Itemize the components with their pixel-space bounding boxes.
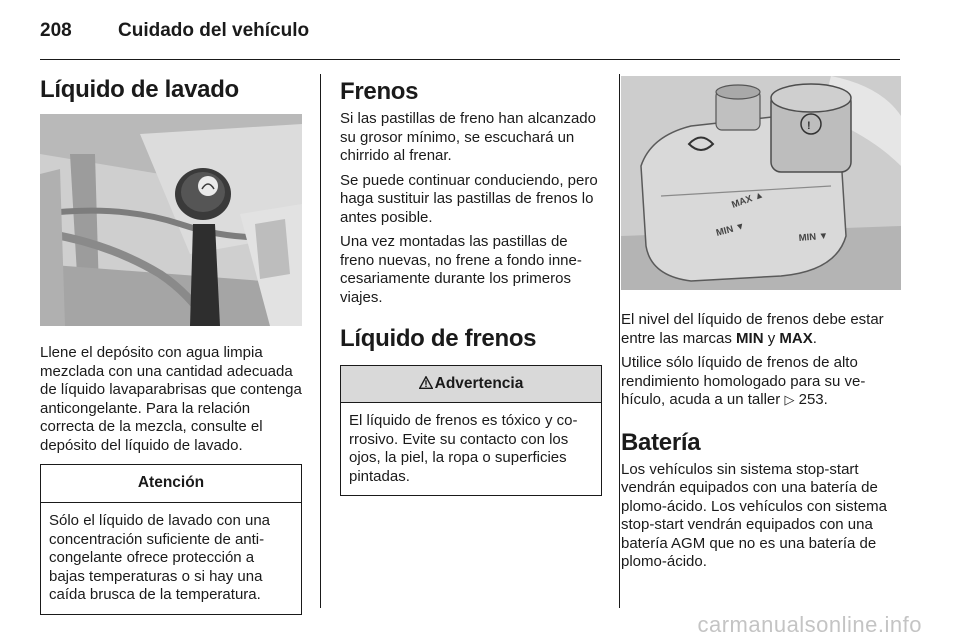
warning-header: [341, 366, 601, 403]
min-mark-label-left: MIN ▼: [714, 220, 747, 239]
header-rule: [40, 59, 900, 60]
min-mark-label-right: MIN ▼: [798, 230, 829, 244]
page-number: 208: [40, 20, 72, 41]
svg-text:!: !: [807, 120, 811, 132]
warning-triangle-icon: [419, 376, 433, 389]
min-mark-text: MIN: [736, 329, 764, 347]
page-reference-icon: ▷: [784, 392, 795, 407]
level-text-start: El nivel del líquido de frenos debe estar entre las marcas: [621, 311, 884, 347]
max-mark-text: MAX: [779, 329, 813, 347]
fluid-type-text: Utilice sólo líquido de frenos de alto rendimiento homologado para su vehículo, acuda a un taller: [621, 354, 866, 408]
page-reference[interactable]: 253.: [798, 391, 828, 408]
level-text-and: y: [763, 329, 780, 347]
warning-text: El líquido de frenos es tóxico y corrosivo. Evite su contacto con los ojos, la piel, la ropa o superficies pintadas.: [349, 412, 578, 485]
battery-heading: Batería: [621, 428, 701, 456]
brakes-paragraph-2: Se puede continuar conduciendo, pero haga sustituir las pastillas de frenos lo antes posible.: [340, 171, 598, 226]
brakes-column: [340, 72, 602, 496]
brakes-paragraph-1: Si las pastillas de freno han alcanzado su grosor mínimo, se escuchará un chirrido al frenar.: [340, 110, 596, 164]
battery-text: Los vehículos sin sistema stop-start vendrán equipados con una batería de plomo-ácido. Los vehículos con sistema stop-start vendrán equipados con una batería AGM que no es una batería de plomo-ácido.: [621, 460, 887, 570]
page-header-title: Cuidado del vehículo: [118, 20, 310, 41]
washer-fluid-heading: Líquido de lavado: [40, 76, 239, 103]
brake-fluid-column: [621, 72, 901, 572]
column-divider-right: [619, 74, 620, 608]
brake-fluid-reservoir-illustration: [621, 76, 901, 290]
level-text-end: .: [812, 329, 817, 347]
brake-fluid-reservoir-photo: [621, 76, 901, 290]
column-divider-left: [320, 74, 321, 608]
watermark: carmanualsonline.info: [697, 612, 922, 637]
notice-title: Atención: [41, 465, 301, 503]
brake-fluid-heading: Líquido de frenos: [340, 325, 537, 352]
brake-fluid-warning-box: [340, 365, 602, 496]
max-mark-label: MAX ▲: [730, 189, 766, 211]
brakes-paragraph-3: Una vez montadas las pastillas de freno nuevas, no frene a fondo innecesariamente durante los primeros viajes.: [340, 233, 582, 306]
notice-text: Sólo el líquido de lavado con una concentración suficiente de anticongelante ofrece protección a bajas temperaturas o si hay una caída brusca de la temperatura.: [49, 512, 271, 603]
washer-fluid-text: Llene el depósito con agua limpia mezclada con una cantidad adecuada de líquido lavaparabrisas que contenga anticongelante. Para la relación correcta de la mezcla, consulte el depósito del líquido de lavado.: [40, 344, 302, 454]
washer-notice-box: [40, 464, 302, 615]
washer-reservoir-photo: [40, 114, 302, 326]
washer-fluid-column: [40, 72, 302, 615]
warning-title: Advertencia: [434, 375, 524, 392]
brakes-heading: Frenos: [340, 78, 419, 105]
washer-reservoir-illustration: [40, 114, 302, 326]
brake-fluid-level-text: [621, 311, 901, 348]
brake-fluid-type-text: [621, 354, 901, 410]
